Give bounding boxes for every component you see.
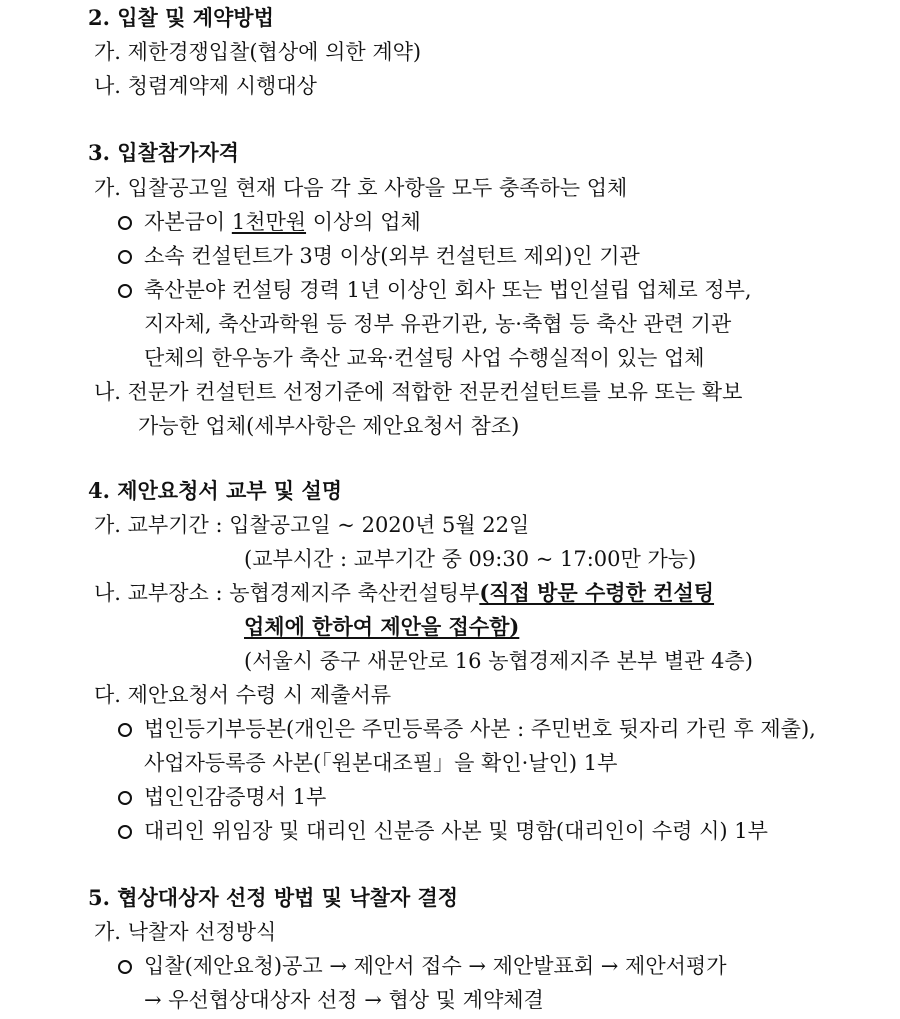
section-2-item-a: 가. 제한경쟁입찰(협상에 의한 계약) [94, 40, 422, 64]
direct-visit-notice: (직접 방문 수령한 컨설팅 [479, 580, 715, 605]
section-3-item-b-line-2: 가능한 업체(세부사항은 제안요청서 참조) [138, 414, 520, 438]
circle-bullet-icon [118, 791, 132, 805]
section-4-item-a-line-2: (교부시간 : 교부기간 중 09:30 ~ 17:00만 가능) [244, 547, 697, 571]
section-3-bullet-2: 소속 컨설턴트가 3명 이상(외부 컨설턴트 제외)인 기관 [118, 243, 640, 269]
section-3-bullet-3: 축산분야 컨설팅 경력 1년 이상인 회사 또는 법인설립 업체로 정부, [118, 277, 752, 303]
section-5-item-a: 가. 낙찰자 선정방식 [94, 920, 277, 944]
section-5-heading: 5. 협상대상자 선정 방법 및 낙찰자 결정 [88, 885, 459, 910]
circle-bullet-icon [118, 250, 132, 264]
circle-bullet-icon [118, 723, 132, 737]
section-4-item-c: 다. 제안요청서 수령 시 제출서류 [94, 683, 392, 707]
section-3-bullet-3-line-3: 단체의 한우농가 축산 교육·컨설팅 사업 수행실적이 있는 업체 [144, 346, 705, 370]
section-4-item-b-line-2 [244, 614, 519, 640]
circle-bullet-icon [118, 960, 132, 974]
capital-amount: 1천만원 [231, 210, 307, 234]
section-4-bullet-1-line-2: 사업자등록증 사본(「원본대조필」을 확인·날인) 1부 [144, 751, 618, 775]
section-5-bullet-1-line-2: → 우선협상대상자 선정 → 협상 및 계약체결 [144, 988, 544, 1012]
section-4-bullet-2: 법인인감증명서 1부 [118, 784, 326, 810]
circle-bullet-icon [118, 284, 132, 298]
section-3-item-a: 가. 입찰공고일 현재 다음 각 호 사항을 모두 충족하는 업체 [94, 176, 628, 200]
section-4-item-b: 나. 교부장소 : 농협경제지주 축산컨설팅부(직접 방문 수령한 컨설팅 [94, 580, 715, 605]
circle-bullet-icon [118, 825, 132, 839]
section-4-heading: 4. 제안요청서 교부 및 설명 [88, 478, 343, 503]
section-4-bullet-1: 법인등기부등본(개인은 주민등록증 사본 : 주민번호 뒷자리 가린 후 제출), [118, 716, 816, 742]
section-5-bullet-1: 입찰(제안요청)공고 → 제안서 접수 → 제안발표회 → 제안서평가 [118, 953, 726, 979]
section-3-bullet-1: 자본금이 1천만원 이상의 업체 [118, 209, 421, 235]
section-4-bullet-3: 대리인 위임장 및 대리인 신분증 사본 및 명함(대리인이 수령 시) 1부 [118, 818, 768, 844]
section-4-item-a: 가. 교부기간 : 입찰공고일 ~ 2020년 5월 22일 [94, 513, 530, 537]
direct-visit-notice-cont: 업체에 한하여 제안을 접수함) [244, 614, 520, 639]
section-2-heading: 2. 입찰 및 계약방법 [88, 5, 274, 30]
section-3-heading: 3. 입찰참가자격 [88, 140, 239, 165]
section-4-item-b-line-3: (서울시 중구 새문안로 16 농협경제지주 본부 별관 4층) [244, 649, 753, 673]
section-2-item-b: 나. 청렴계약제 시행대상 [94, 74, 317, 98]
circle-bullet-icon [118, 216, 132, 230]
section-3-bullet-3-line-2: 지자체, 축산과학원 등 정부 유관기관, 농·축협 등 축산 관련 기관 [144, 312, 732, 336]
section-3-item-b: 나. 전문가 컨설턴트 선정기준에 적합한 전문컨설턴트를 보유 또는 확보 [94, 380, 743, 404]
